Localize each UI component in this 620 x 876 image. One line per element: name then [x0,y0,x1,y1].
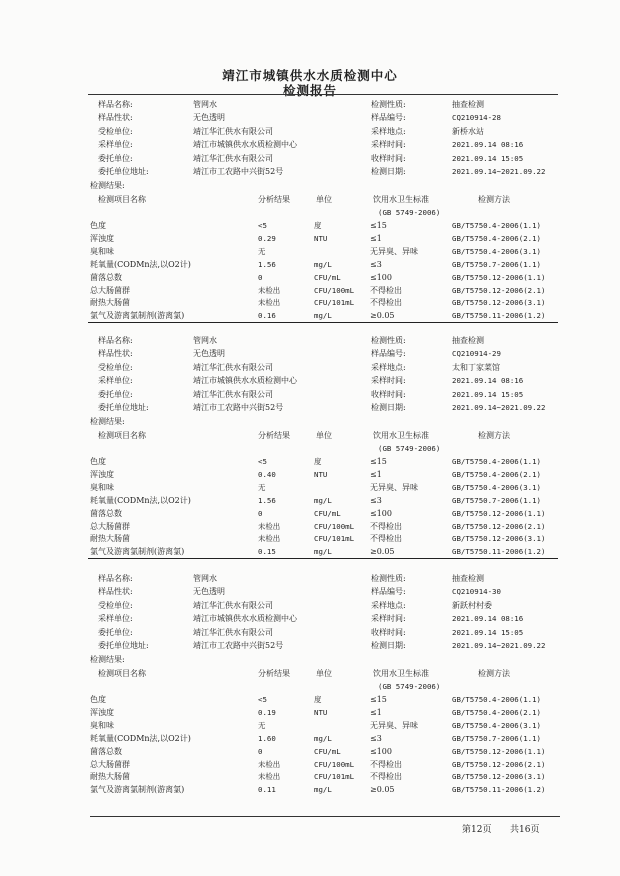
row-item: 浑浊度 [90,707,114,717]
row-method: GB/T5750.12-2006(1.1) [452,746,546,756]
row-result: 0.29 [258,233,276,243]
sampling-time-value: 2021.09.14 08:16 [452,140,524,150]
client-unit-label: 委托单位: [98,627,133,637]
row-result: 1.56 [258,259,276,269]
inspected-unit-value: 靖江华汇供水有限公司 [193,362,273,372]
column-header-standard: 饮用水卫生标准 [373,668,429,678]
row-method: GB/T5750.4-2006(2.1) [452,233,541,243]
sampling-unit-label: 采样单位: [98,614,133,624]
row-standard: 不得检出 [370,285,402,295]
row-method: GB/T5750.4-2006(3.1) [452,246,541,256]
client-address-value: 靖江市工农路中兴街52号 [193,641,284,650]
row-method: GB/T5750.4-2006(3.1) [452,720,541,730]
row-standard: ≤1 [370,233,382,243]
row-standard: ≤1 [370,469,382,479]
row-standard: 无异臭、异味 [370,246,418,256]
row-result: 0.15 [258,547,276,557]
column-header-standard-ref: (GB 5749-2006) [378,207,441,217]
row-result: 1.60 [258,733,276,743]
row-unit: CFU/101mL [314,772,355,782]
row-unit: 度 [314,457,322,466]
row-standard: 不得检出 [370,772,402,782]
row-item: 菌落总数 [90,746,122,756]
test-nature-value: 抽查检测 [452,336,484,345]
row-standard: ≥0.05 [370,547,395,557]
sample-name-label: 样品名称: [98,100,133,109]
column-header-result: 分析结果 [258,668,290,678]
footer-divider [90,816,560,817]
row-result: 0.19 [258,707,276,717]
column-header-standard-ref: (GB 5749-2006) [378,443,441,453]
row-item: 耗氧量(CODMn法,以O2计) [90,733,191,743]
row-item: 氯气及游离氯制剂(游离氯) [90,785,185,795]
title-divider [88,94,558,95]
inspected-unit-label: 受检单位: [98,600,133,610]
row-method: GB/T5750.4-2006(1.1) [452,221,541,230]
receiving-time-label: 收样时间: [371,389,406,399]
section-divider [88,322,558,323]
row-unit: CFU/101mL [314,534,355,544]
row-result: <5 [258,457,267,466]
row-method: GB/T5750.12-2006(1.1) [452,272,546,282]
sampling-time-value: 2021.09.14 08:16 [452,614,524,624]
test-date-value: 2021.09.14~2021.09.22 [452,641,546,650]
sampling-site-label: 采样地点: [371,362,406,372]
row-method: GB/T5750.12-2006(2.1) [452,285,546,295]
sample-name-value: 管网水 [193,574,217,583]
column-header-result: 分析结果 [258,430,290,440]
test-nature-value: 抽查检测 [452,100,484,109]
row-result: 0 [258,508,263,518]
row-item: 菌落总数 [90,272,122,282]
row-unit: NTU [314,707,328,717]
row-method: GB/T5750.7-2006(1.1) [452,259,541,269]
row-item: 菌落总数 [90,508,122,518]
row-method: GB/T5750.7-2006(1.1) [452,733,541,743]
row-item: 色度 [90,695,106,704]
report-title: 靖江市城镇供水水质检测中心 [222,68,398,83]
client-unit-value: 靖江华汇供水有限公司 [193,153,273,163]
inspected-unit-label: 受检单位: [98,126,133,136]
row-standard: ≤100 [370,508,392,518]
test-nature-label: 检测性质: [371,574,406,583]
row-standard: ≤3 [370,495,382,505]
column-header-item: 检测项目名称 [98,668,146,678]
row-result: 0.16 [258,311,276,321]
row-result: 1.56 [258,495,276,505]
inspected-unit-value: 靖江华汇供水有限公司 [193,600,273,610]
sampling-site-value: 新桥水站 [452,126,484,136]
row-method: GB/T5750.12-2006(2.1) [452,759,546,769]
client-address-label: 委托单位地址: [98,641,149,650]
sample-character-value: 无色透明 [193,113,225,123]
row-item: 臭和味 [90,482,114,492]
row-standard: 不得检出 [370,759,402,769]
sampling-site-value: 太和丁家菜馆 [452,362,500,372]
row-result: 0 [258,746,263,756]
sample-name-label: 样品名称: [98,336,133,345]
row-method: GB/T5750.12-2006(3.1) [452,534,546,544]
row-item: 臭和味 [90,246,114,256]
test-date-label: 检测日期: [371,403,406,412]
client-unit-label: 委托单位: [98,153,133,163]
column-header-unit: 单位 [316,430,332,440]
row-method: GB/T5750.7-2006(1.1) [452,495,541,505]
row-method: GB/T5750.12-2006(3.1) [452,772,546,782]
test-nature-value: 抽查检测 [452,574,484,583]
row-method: GB/T5750.4-2006(2.1) [452,469,541,479]
row-unit: mg/L [314,311,332,321]
row-method: GB/T5750.12-2006(2.1) [452,521,546,531]
column-header-method: 检测方法 [478,668,510,678]
receiving-time-value: 2021.09.14 15:05 [452,389,524,399]
row-unit: mg/L [314,785,332,795]
receiving-time-label: 收样时间: [371,153,406,163]
row-result: 未检出 [258,772,281,782]
sample-name-value: 管网水 [193,100,217,109]
column-header-standard: 饮用水卫生标准 [373,430,429,440]
row-result: 0 [258,272,263,282]
column-header-item: 检测项目名称 [98,430,146,440]
client-address-value: 靖江市工农路中兴街52号 [193,167,284,176]
row-standard: ≥0.05 [370,311,395,321]
column-header-standard-ref: (GB 5749-2006) [378,681,441,691]
row-result: <5 [258,221,267,230]
column-header-standard: 饮用水卫生标准 [373,194,429,204]
sample-character-value: 无色透明 [193,587,225,597]
row-unit: NTU [314,469,328,479]
inspected-unit-label: 受检单位: [98,362,133,372]
client-address-label: 委托单位地址: [98,167,149,176]
row-unit: NTU [314,233,328,243]
row-item: 浑浊度 [90,233,114,243]
row-item: 臭和味 [90,720,114,730]
report-subtitle: 检测报告 [282,83,337,98]
row-item: 氯气及游离氯制剂(游离氯) [90,311,185,321]
row-standard: ≤15 [370,221,387,230]
row-item: 色度 [90,221,106,230]
sample-no-value: CQ210914-30 [452,587,501,597]
sampling-time-label: 采样时间: [371,614,406,624]
row-result: 未检出 [258,521,281,531]
row-unit: CFU/mL [314,272,341,282]
sample-no-value: CQ210914-28 [452,113,501,123]
receiving-time-value: 2021.09.14 15:05 [452,627,524,637]
row-standard: ≤100 [370,272,392,282]
receiving-time-label: 收样时间: [371,627,406,637]
row-result: 无 [258,246,266,256]
row-unit: mg/L [314,495,332,505]
sample-no-label: 样品编号: [371,113,406,123]
sampling-unit-value: 靖江市城镇供水水质检测中心 [193,614,297,624]
row-standard: ≤100 [370,746,392,756]
sample-character-label: 样品性状: [98,587,133,597]
sampling-unit-value: 靖江市城镇供水水质检测中心 [193,140,297,150]
row-method: GB/T5750.11-2006(1.2) [452,547,546,557]
results-label: 检测结果: [90,180,125,190]
row-item: 总大肠菌群 [90,521,130,531]
sample-name-label: 样品名称: [98,574,133,583]
page-number: 第12页 [462,825,492,835]
row-standard: 不得检出 [370,521,402,531]
row-method: GB/T5750.12-2006(1.1) [452,508,546,518]
test-nature-label: 检测性质: [371,336,406,345]
sample-character-label: 样品性状: [98,349,133,359]
client-address-label: 委托单位地址: [98,403,149,412]
test-nature-label: 检测性质: [371,100,406,109]
row-unit: CFU/mL [314,508,341,518]
sampling-time-label: 采样时间: [371,376,406,386]
row-standard: ≥0.05 [370,785,395,795]
client-unit-value: 靖江华汇供水有限公司 [193,627,273,637]
row-result: 无 [258,720,266,730]
row-unit: CFU/mL [314,746,341,756]
sampling-site-label: 采样地点: [371,600,406,610]
sampling-unit-label: 采样单位: [98,376,133,386]
row-unit: 度 [314,695,322,704]
sample-no-value: CQ210914-29 [452,349,501,359]
row-method: GB/T5750.11-2006(1.2) [452,785,546,795]
row-result: 0.11 [258,785,276,795]
sample-character-label: 样品性状: [98,113,133,123]
sampling-site-label: 采样地点: [371,126,406,136]
row-result: 0.40 [258,469,276,479]
row-standard: ≤3 [370,259,382,269]
row-item: 耐热大肠菌 [90,772,130,782]
column-header-method: 检测方法 [478,194,510,204]
row-standard: ≤15 [370,457,387,466]
row-unit: mg/L [314,733,332,743]
row-item: 耐热大肠菌 [90,534,130,544]
sample-no-label: 样品编号: [371,587,406,597]
row-standard: 不得检出 [370,298,402,308]
row-method: GB/T5750.11-2006(1.2) [452,311,546,321]
page-total: 共16页 [510,825,540,835]
row-item: 总大肠菌群 [90,759,130,769]
row-standard: ≤3 [370,733,382,743]
sampling-time-label: 采样时间: [371,140,406,150]
row-item: 耐热大肠菌 [90,298,130,308]
test-date-label: 检测日期: [371,641,406,650]
row-item: 氯气及游离氯制剂(游离氯) [90,547,185,557]
row-method: GB/T5750.4-2006(3.1) [452,482,541,492]
column-header-item: 检测项目名称 [98,194,146,204]
results-label: 检测结果: [90,654,125,664]
row-result: <5 [258,695,267,704]
inspected-unit-value: 靖江华汇供水有限公司 [193,126,273,136]
client-unit-label: 委托单位: [98,389,133,399]
row-result: 未检出 [258,534,281,544]
column-header-unit: 单位 [316,194,332,204]
receiving-time-value: 2021.09.14 15:05 [452,153,524,163]
row-unit: CFU/101mL [314,298,355,308]
sampling-unit-value: 靖江市城镇供水水质检测中心 [193,376,297,386]
row-result: 无 [258,482,266,492]
section-divider [88,558,558,559]
row-result: 未检出 [258,285,281,295]
column-header-method: 检测方法 [478,430,510,440]
results-label: 检测结果: [90,416,125,426]
row-item: 总大肠菌群 [90,285,130,295]
client-unit-value: 靖江华汇供水有限公司 [193,389,273,399]
column-header-unit: 单位 [316,668,332,678]
row-standard: ≤1 [370,707,382,717]
row-unit: 度 [314,221,322,230]
row-method: GB/T5750.4-2006(2.1) [452,707,541,717]
client-address-value: 靖江市工农路中兴街52号 [193,403,284,412]
test-date-label: 检测日期: [371,167,406,176]
sample-character-value: 无色透明 [193,349,225,359]
row-result: 未检出 [258,759,281,769]
sampling-unit-label: 采样单位: [98,140,133,150]
row-standard: 无异臭、异味 [370,482,418,492]
row-unit: mg/L [314,259,332,269]
row-item: 色度 [90,457,106,466]
row-method: GB/T5750.4-2006(1.1) [452,695,541,704]
sample-name-value: 管网水 [193,336,217,345]
test-date-value: 2021.09.14~2021.09.22 [452,403,546,412]
row-result: 未检出 [258,298,281,308]
row-unit: mg/L [314,547,332,557]
sampling-site-value: 新跃村村委 [452,600,492,610]
column-header-result: 分析结果 [258,194,290,204]
row-standard: 不得检出 [370,534,402,544]
row-unit: CFU/100mL [314,521,355,531]
row-method: GB/T5750.4-2006(1.1) [452,457,541,466]
row-standard: ≤15 [370,695,387,704]
test-date-value: 2021.09.14~2021.09.22 [452,167,546,176]
row-unit: CFU/100mL [314,285,355,295]
row-unit: CFU/100mL [314,759,355,769]
row-standard: 无异臭、异味 [370,720,418,730]
sampling-time-value: 2021.09.14 08:16 [452,376,524,386]
row-method: GB/T5750.12-2006(3.1) [452,298,546,308]
row-item: 浑浊度 [90,469,114,479]
sample-no-label: 样品编号: [371,349,406,359]
row-item: 耗氧量(CODMn法,以O2计) [90,259,191,269]
row-item: 耗氧量(CODMn法,以O2计) [90,495,191,505]
